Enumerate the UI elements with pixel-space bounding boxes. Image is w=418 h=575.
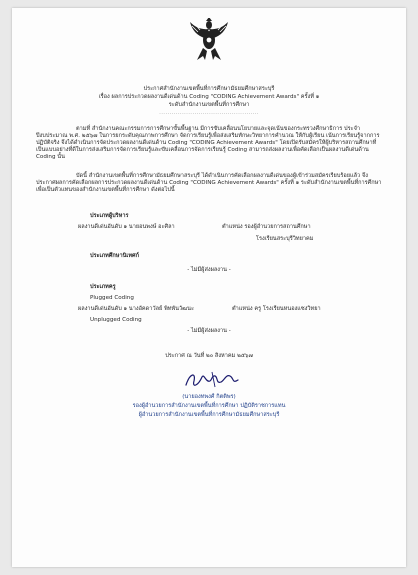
- announcement-title: ประกาศสำนักงานเขตพื้นที่การศึกษามัธยมศึกษาสระบุรี: [143, 86, 275, 92]
- category-supervisor-title: ประเภทศึกษานิเทศก์: [90, 253, 139, 259]
- subject-label: เรื่อง: [98, 94, 110, 100]
- supervisor-none: - ไม่มีผู้ส่งผลงาน -: [187, 267, 231, 273]
- body-paragraph-1: ตามที่ สำนักงานคณะกรรมการการศึกษาขั้นพื้นฐาน มีการขับเคลื่อนนโยบายและจุดเน้นของกระทรวงศึกษาธิการ ประจำปีงบประมาณ พ.ศ. ๒๕๖๗ ในการยกระดับคุณภาพการศึกษา จัดการเรียนรู้เพื่อส่งเสริมทักษะวิทยาการคำนวณ ให้กับผู้เรียน เน้นการเรียนรู้จากการปฏิบัติจริง จึงได้ดำเนินการจัดประกวดผลงานดีเด่นด้าน Coding "CODING Achievement Awards" โดยเปิดรับสมัครให้ผู้บริหารสถานศึกษาที่เป็นแบบอย่างที่ดีในการส่งเสริมการจัดการเรียนรู้และขับเคลื่อนการจัดการเรียนรู้ Coding สามารถส่งผลงานเพื่อคัดเลือกเป็นผลงานดีเด่นด้าน Coding นั้น: [36, 126, 380, 160]
- teacher-unplugged-none: - ไม่มีผู้ส่งผลงาน -: [187, 328, 231, 334]
- signer-title-1: รองผู้อำนวยการสำนักงานเขตพื้นที่การศึกษา ปฏิบัติราชการแทน: [132, 403, 286, 409]
- subject-line-2: ระดับสำนักงานเขตพื้นที่การศึกษา: [168, 102, 250, 108]
- handwritten-signature: [182, 369, 242, 391]
- announcement-date: ประกาศ ณ วันที่ ๒๐ สิงหาคม ๒๕๖๗: [165, 353, 253, 359]
- document-page: [12, 8, 406, 567]
- plugged-coding-label: Plugged Coding: [90, 295, 134, 301]
- header-separator: ................................................: [159, 110, 259, 116]
- executive-position: ตำแหน่ง รองผู้อำนวยการสถานศึกษา: [222, 224, 311, 230]
- signer-title-2: ผู้อำนวยการสำนักงานเขตพื้นที่การศึกษามัธยมศึกษาสระบุรี: [138, 412, 280, 418]
- executive-winner: ผลงานดีเด่นอันดับ ๑ นายอนพงษ์ อะศิลา: [78, 224, 175, 230]
- signer-name: (นายองทพงศ์ กิตติพร): [182, 394, 236, 400]
- garuda-emblem: [189, 18, 229, 62]
- teacher-position: ตำแหน่ง ครู โรงเรียนหนองแซงวิทยา: [232, 306, 321, 312]
- subject-line: [12, 94, 406, 101]
- body-paragraph-2: บัดนี้ สำนักงานเขตพื้นที่การศึกษามัธยมศึกษาสระบุรี ได้ดำเนินการคัดเลือกผลงานดีเด่นของผู้เข้าร่วมสมัครเรียบร้อยแล้ว จึงประกาศผลการคัดเลือกผลการประกวดผลงานดีเด่นด้าน Coding "CODING Achievement Awards" ครั้งที่ ๑ ระดับสำนักงานเขตพื้นที่การศึกษา เพื่อเป็นตัวแทนของสำนักงานเขตพื้นที่การศึกษา ดังต่อไปนี้: [36, 173, 382, 193]
- executive-school: โรงเรียนสระบุรีวิทยาคม: [256, 236, 314, 242]
- unplugged-coding-label: Unplugged Coding: [90, 317, 142, 323]
- teacher-winner: ผลงานดีเด่นอันดับ ๑ นางอัคดาวัลย์ พิทพันวัฒนะ: [78, 306, 194, 312]
- category-executive-title: ประเภทผู้บริหาร: [90, 213, 129, 219]
- category-teacher-title: ประเภทครู: [90, 284, 116, 290]
- subject-text: ผลการประกวดผลงานดีเด่นด้าน Coding "CODING Achievement Awards" ครั้งที่ ๑: [111, 94, 320, 100]
